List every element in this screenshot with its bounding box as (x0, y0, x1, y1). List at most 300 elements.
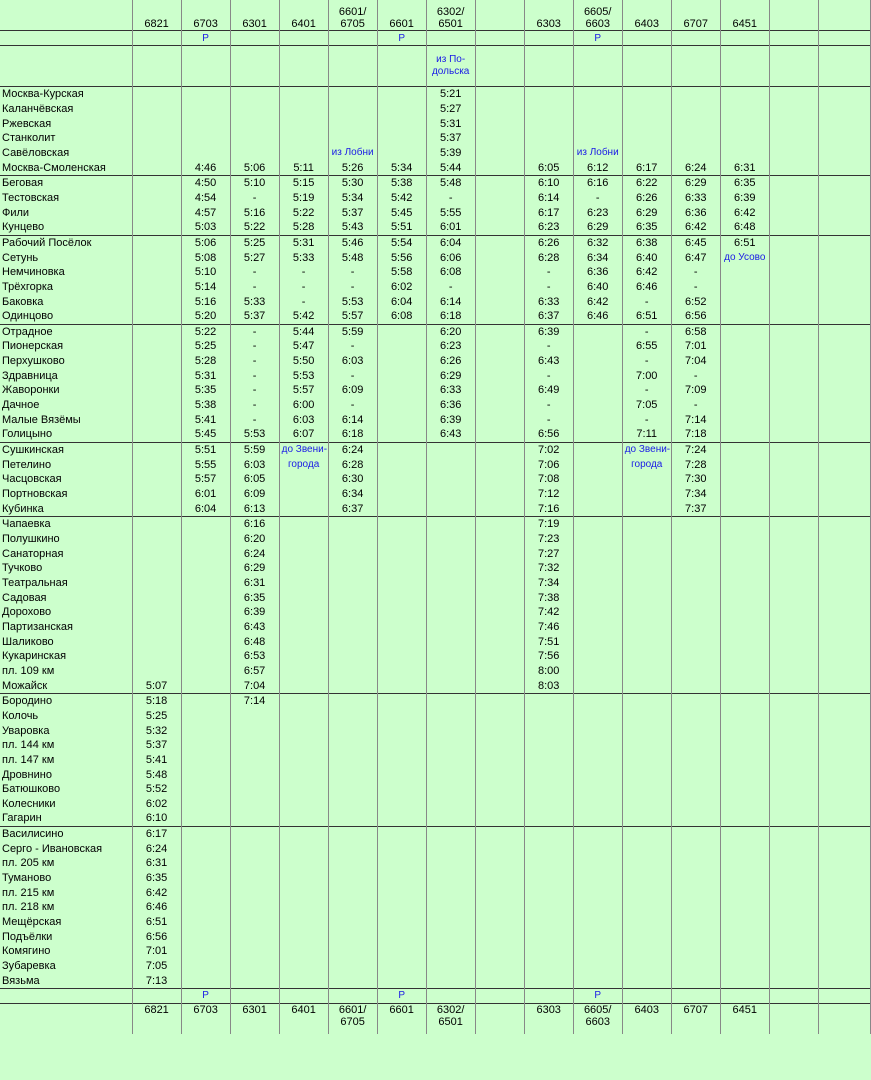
time-cell-text: 7:01 (145, 945, 168, 958)
time-cell-text: 6:06 (439, 251, 462, 264)
time-cell (230, 339, 279, 354)
time-cell (475, 826, 524, 841)
time-cell (230, 767, 279, 782)
time-cell-text: 5:47 (292, 340, 315, 353)
time-cell (132, 412, 181, 427)
time-cell-text: 6:52 (685, 295, 707, 308)
time-cell (524, 856, 573, 871)
time-cell-text: 7:18 (685, 428, 707, 441)
time-cell (622, 753, 671, 768)
time-cell (230, 31, 279, 46)
time-cell (524, 442, 573, 457)
time-cell (377, 811, 426, 826)
time-cell (132, 561, 181, 576)
station-name (0, 131, 132, 146)
time-cell-text: 7:13 (145, 974, 168, 987)
time-cell (426, 561, 475, 576)
time-cell (573, 354, 622, 369)
time-cell (671, 634, 720, 649)
time-cell (622, 664, 671, 679)
time-cell (279, 31, 328, 46)
time-cell-text: 5:34 (390, 161, 413, 174)
station-row (0, 590, 871, 605)
time-cell (230, 205, 279, 220)
time-cell (818, 885, 870, 900)
time-cell (279, 693, 328, 708)
time-cell-text: 5:37 (341, 206, 364, 219)
time-cell (279, 561, 328, 576)
time-cell (279, 811, 328, 826)
time-cell (573, 900, 622, 915)
time-cell (573, 265, 622, 280)
time-cell (475, 620, 524, 635)
time-cell (328, 782, 377, 797)
time-cell-text: 6:42 (685, 221, 707, 234)
time-cell (524, 811, 573, 826)
time-cell (279, 487, 328, 502)
time-cell (818, 160, 870, 175)
time-cell (524, 605, 573, 620)
time-cell (132, 576, 181, 591)
time-cell-text: 6:53 (243, 650, 266, 663)
time-cell (132, 280, 181, 295)
time-cell (230, 738, 279, 753)
time-cell-text: - (546, 369, 551, 382)
time-cell (328, 767, 377, 782)
time-cell-text: - (644, 295, 649, 308)
station-row (0, 354, 871, 369)
station-name-text: Тучково (2, 562, 43, 575)
time-cell (524, 368, 573, 383)
time-cell (475, 265, 524, 280)
time-cell (230, 175, 279, 190)
time-cell-text: 6:56 (685, 310, 707, 323)
time-cell (818, 175, 870, 190)
time-cell (132, 885, 181, 900)
time-cell (132, 116, 181, 131)
time-cell (524, 649, 573, 664)
time-cell (426, 309, 475, 324)
time-cell-text: 6:39 (537, 325, 560, 338)
time-cell (328, 280, 377, 295)
time-cell (769, 116, 818, 131)
station-name-text: Вязьма (2, 974, 40, 987)
time-cell (181, 205, 230, 220)
time-cell (720, 517, 769, 532)
time-cell-text: 6:48 (243, 635, 266, 648)
time-cell (769, 811, 818, 826)
time-cell (230, 782, 279, 797)
time-cell (181, 826, 230, 841)
time-cell (622, 116, 671, 131)
time-cell (181, 457, 230, 472)
time-cell (132, 398, 181, 413)
time-cell (377, 398, 426, 413)
time-cell (181, 339, 230, 354)
time-cell (720, 87, 769, 102)
time-cell (475, 989, 524, 1004)
time-cell (524, 871, 573, 886)
time-cell-text: 6:14 (537, 191, 560, 204)
time-cell-text: 6301 (242, 1004, 267, 1017)
time-cell (769, 989, 818, 1004)
time-cell-text: 7:04 (243, 679, 266, 692)
time-cell (720, 102, 769, 117)
time-cell (475, 723, 524, 738)
time-cell-text: - (301, 266, 306, 279)
time-cell (475, 398, 524, 413)
time-cell-text: Р (202, 990, 209, 1002)
time-cell-text: 6:04 (390, 295, 413, 308)
time-cell (622, 944, 671, 959)
time-cell (426, 915, 475, 930)
station-name (0, 871, 132, 886)
time-cell-text: 6:29 (685, 177, 707, 190)
time-cell (426, 383, 475, 398)
time-cell (426, 723, 475, 738)
time-cell (475, 532, 524, 547)
time-cell (230, 146, 279, 161)
time-cell (426, 856, 475, 871)
time-cell (622, 46, 671, 87)
time-cell (426, 797, 475, 812)
station-name (0, 959, 132, 974)
time-cell (622, 131, 671, 146)
station-row (0, 753, 871, 768)
time-cell (671, 309, 720, 324)
time-cell (622, 517, 671, 532)
time-cell (132, 383, 181, 398)
time-cell-text: 6:08 (439, 266, 462, 279)
time-cell (720, 0, 769, 31)
time-cell (132, 368, 181, 383)
time-cell (622, 220, 671, 235)
time-cell (377, 915, 426, 930)
time-cell (720, 235, 769, 250)
time-cell (475, 368, 524, 383)
time-cell (622, 324, 671, 339)
time-cell (524, 1004, 573, 1035)
time-cell (720, 929, 769, 944)
time-cell (328, 102, 377, 117)
time-cell (524, 841, 573, 856)
time-cell-text: - (252, 413, 257, 426)
time-cell (573, 605, 622, 620)
time-cell-text: - (546, 413, 551, 426)
time-cell (181, 354, 230, 369)
station-name (0, 324, 132, 339)
time-cell (769, 709, 818, 724)
time-cell-text: - (252, 384, 257, 397)
time-cell (720, 605, 769, 620)
time-cell (279, 265, 328, 280)
station-name (0, 0, 132, 31)
time-cell-text: 6:31 (243, 576, 266, 589)
time-cell (769, 767, 818, 782)
time-cell (720, 116, 769, 131)
time-cell (818, 620, 870, 635)
time-cell (426, 501, 475, 516)
time-cell (573, 856, 622, 871)
time-cell (524, 929, 573, 944)
time-cell (524, 398, 573, 413)
time-cell-text: 6:31 (145, 857, 168, 870)
time-cell-text: 5:56 (390, 251, 413, 264)
time-cell (573, 383, 622, 398)
time-cell (132, 723, 181, 738)
time-cell (818, 605, 870, 620)
time-cell (573, 175, 622, 190)
time-cell (671, 693, 720, 708)
time-cell (181, 605, 230, 620)
time-cell (181, 280, 230, 295)
time-cell (573, 31, 622, 46)
time-cell (524, 250, 573, 265)
time-cell (671, 354, 720, 369)
station-name-text: Жаворонки (2, 384, 60, 397)
time-cell-text: 5:28 (194, 355, 217, 368)
time-cell (769, 220, 818, 235)
time-cell-text: 4:57 (194, 206, 217, 219)
station-row (0, 767, 871, 782)
time-cell (818, 900, 870, 915)
time-cell (230, 1004, 279, 1035)
time-cell (769, 841, 818, 856)
time-cell (622, 532, 671, 547)
time-cell (622, 160, 671, 175)
time-cell-text: 7:05 (636, 399, 658, 412)
time-cell (622, 309, 671, 324)
time-cell (573, 709, 622, 724)
station-name-text: Станколит (2, 132, 56, 145)
time-cell-text: 6:26 (439, 355, 462, 368)
time-cell (328, 235, 377, 250)
time-cell (426, 620, 475, 635)
time-cell (475, 900, 524, 915)
time-cell (769, 546, 818, 561)
time-cell (622, 856, 671, 871)
time-cell (328, 723, 377, 738)
time-cell (720, 782, 769, 797)
time-cell (524, 753, 573, 768)
time-cell (769, 46, 818, 87)
time-cell (181, 929, 230, 944)
time-cell (132, 678, 181, 693)
time-cell-text: 6:17 (636, 161, 658, 174)
time-cell-text: 5:52 (145, 783, 168, 796)
time-cell (622, 87, 671, 102)
station-name (0, 102, 132, 117)
time-cell-text: 7:27 (537, 547, 560, 560)
time-cell (769, 412, 818, 427)
time-cell (377, 678, 426, 693)
time-cell (769, 871, 818, 886)
time-cell-text: 6:42 (587, 295, 609, 308)
time-cell (475, 605, 524, 620)
time-cell (377, 309, 426, 324)
station-name-text: Перхушково (2, 355, 65, 368)
time-cell-text: 6:20 (243, 533, 266, 546)
time-cell-text: 6605/ 6603 (583, 6, 612, 30)
time-cell (818, 709, 870, 724)
time-cell (279, 339, 328, 354)
time-cell (181, 620, 230, 635)
time-cell (377, 738, 426, 753)
time-cell-text: 5:27 (243, 251, 266, 264)
time-cell-text: 6:46 (587, 310, 609, 323)
time-cell (181, 590, 230, 605)
time-cell-text: 7:23 (537, 533, 560, 546)
time-cell (769, 398, 818, 413)
time-cell (279, 753, 328, 768)
time-cell (769, 664, 818, 679)
time-cell (671, 116, 720, 131)
time-cell-text: - (301, 280, 306, 293)
time-cell-text: 5:39 (439, 146, 462, 159)
time-cell (181, 841, 230, 856)
time-cell (377, 87, 426, 102)
time-cell (475, 546, 524, 561)
time-cell (622, 368, 671, 383)
time-cell (377, 989, 426, 1004)
station-name (0, 664, 132, 679)
time-cell-text: 6:36 (439, 399, 462, 412)
time-cell (671, 235, 720, 250)
time-cell (622, 280, 671, 295)
time-cell (524, 900, 573, 915)
time-cell (426, 826, 475, 841)
time-cell (720, 944, 769, 959)
station-name (0, 856, 132, 871)
station-name (0, 649, 132, 664)
time-cell (328, 31, 377, 46)
time-cell (769, 605, 818, 620)
time-cell (524, 915, 573, 930)
time-cell (328, 457, 377, 472)
time-cell (818, 973, 870, 988)
time-cell (279, 354, 328, 369)
time-cell (573, 472, 622, 487)
station-name-text: Мещёрская (2, 916, 62, 929)
time-cell (524, 782, 573, 797)
time-cell (426, 576, 475, 591)
time-cell (524, 620, 573, 635)
time-cell-text: 6:08 (390, 310, 413, 323)
time-cell (475, 841, 524, 856)
time-cell (720, 620, 769, 635)
station-name-text: Партизанская (2, 620, 73, 633)
time-cell (230, 442, 279, 457)
time-cell (132, 664, 181, 679)
time-cell-text: 6:14 (341, 413, 364, 426)
time-cell (230, 116, 279, 131)
time-cell (769, 929, 818, 944)
time-cell-text: 5:57 (341, 310, 364, 323)
time-cell (769, 427, 818, 442)
time-cell-text: 6:57 (243, 664, 266, 677)
station-name (0, 738, 132, 753)
time-cell (230, 487, 279, 502)
time-cell (818, 339, 870, 354)
time-cell (720, 664, 769, 679)
time-cell-text: 5:38 (194, 399, 217, 412)
time-cell (671, 46, 720, 87)
time-cell (622, 782, 671, 797)
time-cell (720, 811, 769, 826)
time-cell (475, 959, 524, 974)
time-cell (328, 915, 377, 930)
station-name (0, 576, 132, 591)
time-cell (377, 205, 426, 220)
time-cell-text: 7:28 (685, 458, 707, 471)
station-name-text: пл. 109 км (2, 664, 55, 677)
time-cell (475, 116, 524, 131)
time-cell (818, 782, 870, 797)
time-cell-text: 6:35 (243, 591, 266, 604)
time-cell (573, 398, 622, 413)
time-cell (328, 811, 377, 826)
time-cell (181, 46, 230, 87)
time-cell (818, 487, 870, 502)
time-cell (426, 31, 475, 46)
time-cell (181, 131, 230, 146)
time-cell (132, 354, 181, 369)
time-cell-text: - (693, 369, 698, 382)
station-name-text: Чапаевка (2, 518, 51, 531)
time-cell (573, 324, 622, 339)
time-cell (622, 767, 671, 782)
time-cell (377, 280, 426, 295)
time-cell-text: из По- дольска (431, 54, 470, 77)
time-cell (426, 678, 475, 693)
time-cell-text: 6:35 (734, 177, 756, 190)
time-cell-text: 6:00 (292, 399, 315, 412)
time-cell (377, 472, 426, 487)
time-cell-text: 6821 (144, 1004, 169, 1017)
time-cell (279, 250, 328, 265)
time-cell (377, 368, 426, 383)
station-name-text: Кукаринская (2, 650, 67, 663)
time-cell-text: 6:45 (685, 236, 707, 249)
station-row (0, 487, 871, 502)
time-cell-text: - (350, 399, 355, 412)
station-name-text: Полушкино (2, 533, 60, 546)
time-cell (818, 131, 870, 146)
time-cell (230, 472, 279, 487)
time-cell-text: 6:17 (145, 828, 168, 841)
time-cell (181, 442, 230, 457)
station-name-text: пл. 205 км (2, 857, 55, 870)
time-cell (818, 368, 870, 383)
time-cell (475, 973, 524, 988)
time-cell (818, 915, 870, 930)
time-cell (769, 250, 818, 265)
time-cell (426, 324, 475, 339)
time-cell (818, 146, 870, 161)
station-row (0, 561, 871, 576)
time-cell (475, 753, 524, 768)
time-cell (279, 131, 328, 146)
time-cell (328, 191, 377, 206)
time-cell (475, 250, 524, 265)
time-cell (818, 102, 870, 117)
station-name (0, 929, 132, 944)
time-cell (279, 46, 328, 87)
time-cell (328, 989, 377, 1004)
time-cell-text: 5:31 (292, 236, 315, 249)
time-cell (818, 944, 870, 959)
station-name (0, 398, 132, 413)
